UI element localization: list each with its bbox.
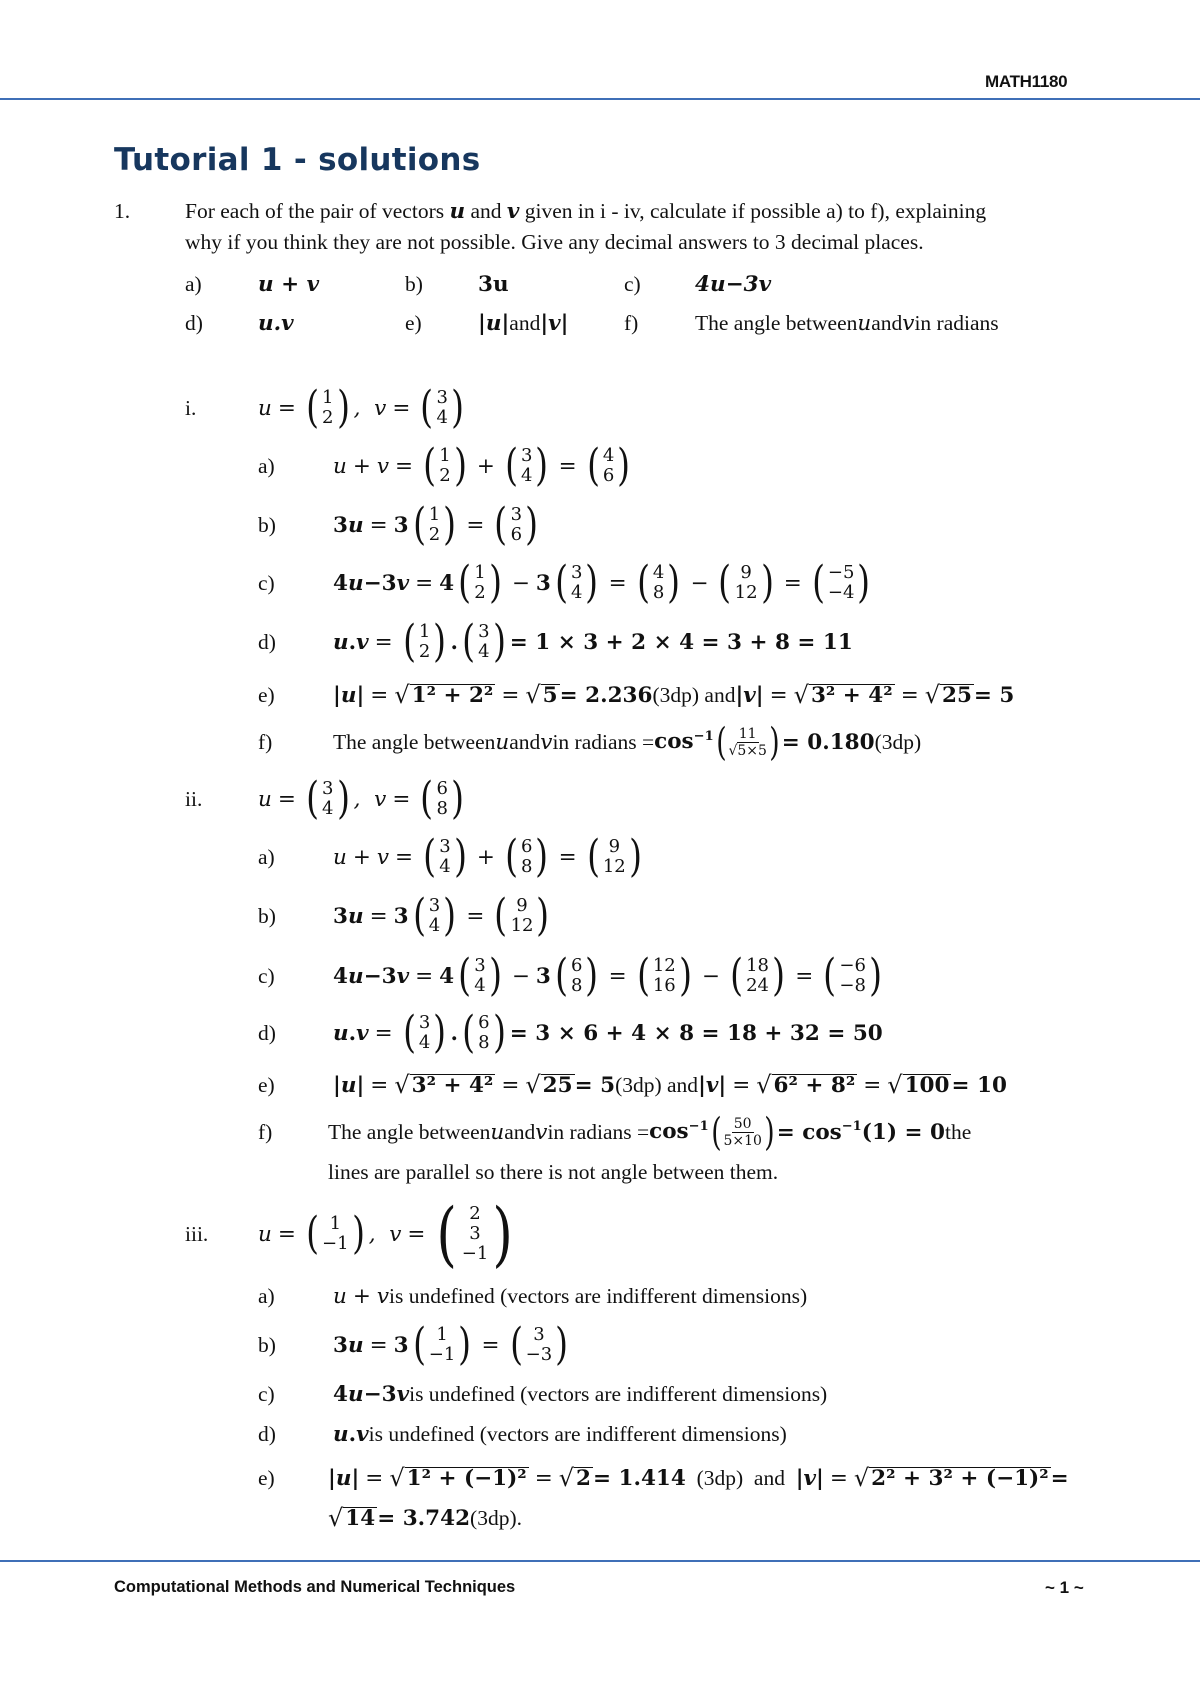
var-u: u (449, 199, 466, 224)
i-a-solution: u + v = ( 1 2 ) + ( 3 4 ) = ( 4 6 ) (333, 440, 631, 491)
label-a: a) (258, 844, 275, 869)
label-f: f) (258, 1119, 273, 1144)
part-expr: 4u−3v (695, 271, 772, 297)
ii-c-solution: 4 u −3 v = 4 ( 3 4 ) − 3 ( 6 8 ) = ( 12 16 ) − ( 18 24 ) = ( −6 −8 ) (333, 950, 882, 1001)
part-expr: 3u (478, 271, 509, 297)
label-e: e) (258, 1072, 275, 1097)
question-number: 1. (114, 199, 131, 223)
i-b-solution: 3 u = 3 ( 1 2 ) = ( 3 6 ) (333, 499, 539, 550)
question-text-part: For each of the pair of vectors (185, 199, 450, 223)
i-c-solution: 4 u −3 v = 4 ( 1 2 ) − 3 ( 3 4 ) = ( 4 8 ) − ( 9 12 ) = ( −5 −4 ) (333, 557, 871, 608)
header-course-code: MATH1180 (985, 72, 1068, 91)
label-a: a) (258, 1283, 275, 1308)
label-e: e) (258, 682, 275, 707)
section-ii-definition: u = ( 3 4 ) , v = ( 6 8 ) (258, 773, 464, 824)
iii-a-solution: u + v is undefined (vectors are indifferent dimensions) (333, 1283, 808, 1309)
iii-e-line2: √ 14 = 3.742 (3dp). (328, 1504, 522, 1532)
part-label: c) (624, 271, 641, 296)
footer-page-number: ~ 1 ~ (1045, 1578, 1084, 1597)
label-b: b) (258, 903, 276, 928)
page-title: Tutorial 1 - solutions (114, 142, 481, 178)
question-text-part: and (465, 199, 507, 223)
var-u: u (857, 310, 872, 336)
footer-course: Computational Methods and Numerical Techniques (114, 1578, 516, 1596)
part-label: d) (185, 310, 203, 335)
label-b: b) (258, 512, 276, 537)
label-c: c) (258, 570, 275, 595)
part-expr (695, 301, 999, 345)
i-e-solution: | u | = √ 1² + 2² = √ 5 = 2.236 (3dp) and | v | = √ 3² + 4² = √ 25 = 5 (333, 681, 1015, 709)
ii-f-line2: lines are parallel so there is not angle between them. (328, 1159, 779, 1184)
i-d-solution: u . v = ( 1 2 ) . ( 3 4 ) = 1 × 3 + 2 × 4 = 3 + 8 = 11 (333, 616, 853, 667)
part-label: b) (405, 271, 423, 296)
ii-b-solution: 3 u = 3 ( 3 4 ) = ( 9 12 ) (333, 890, 550, 941)
footer-rule (0, 1560, 1200, 1562)
part-expr (478, 301, 568, 345)
ii-e-solution: | u | = √ 3² + 4² = √ 25 = 5 (3dp) and | v | = √ 6² + 8² = √ 100 = 10 (333, 1071, 1007, 1099)
angle-tail: in radians (914, 310, 999, 335)
angle-text: The angle between (695, 310, 858, 335)
label-f: f) (258, 729, 273, 754)
question-text-line2: why if you think they are not possible. Give any decimal answers to 3 decimal places. (185, 230, 924, 254)
label-d: d) (258, 1421, 276, 1446)
label-a: a) (258, 453, 275, 478)
abs-u: |u| (478, 310, 510, 336)
iii-b-solution: 3 u = 3 ( 1 −1 ) = ( 3 −3 ) (333, 1319, 569, 1370)
label-e: e) (258, 1465, 275, 1490)
section-iii-definition: u = ( 1 −1 ) , v = ( 2 3 −1 ) (258, 1193, 514, 1275)
part-label: a) (185, 271, 202, 296)
part-label: f) (624, 310, 639, 335)
iii-d-solution: u . v is undefined (vectors are indifferent dimensions) (333, 1421, 787, 1447)
ii-a-solution: u + v = ( 3 4 ) + ( 6 8 ) = ( 9 12 ) (333, 831, 642, 882)
vector-u: ( 1 2 ) (306, 382, 350, 433)
section-label-i: i. (185, 395, 197, 420)
vector-v: ( 3 4 ) (420, 382, 464, 433)
label-c: c) (258, 1381, 275, 1406)
label-b: b) (258, 1332, 276, 1357)
section-i-definition: u = ( 1 2 ) , v = ( 3 4 ) (258, 386, 468, 430)
label-d: d) (258, 1020, 276, 1045)
label-d: d) (258, 629, 276, 654)
iii-c-solution: 4 u −3 v is undefined (vectors are indifferent dimensions) (333, 1381, 828, 1407)
iii-e-solution: | u | = √ 1² + (−1)² = √ 2 = 1.414 (3dp) and | v | = √ 2² + 3² + (−1)² = (328, 1464, 1069, 1492)
ii-d-solution: u . v = ( 3 4 ) . ( 6 8 ) = 3 × 6 + 4 × 8 = 18 + 32 = 50 (333, 1007, 883, 1058)
part-label: e) (405, 310, 422, 335)
var-v: v (902, 310, 915, 336)
question-text (185, 196, 1085, 258)
label-c: c) (258, 963, 275, 988)
part-expr: u.v (258, 310, 294, 336)
and-text: and (509, 310, 541, 335)
section-label-ii: ii. (185, 786, 203, 811)
ii-f-solution: The angle between u and v in radians = $\cos^{-1}$ ( $\frac{50}{5\times 10}$ ) = cos $^{-1}$ (1) = 0 the (328, 1110, 972, 1154)
part-expr: u + v (258, 271, 320, 297)
and-text: and (871, 310, 903, 335)
abs-v: |v| (540, 310, 569, 336)
var-v: v (506, 199, 520, 224)
i-f-solution: The angle between u and v in radians = $\cos^{-1}$ ( $\frac{11}{√5\times 5}$ ) = 0.180 (3dp) (333, 720, 922, 764)
question-text-part: given in i - iv, calculate if possible a) to f), explaining (519, 199, 987, 223)
section-label-iii: iii. (185, 1221, 209, 1246)
